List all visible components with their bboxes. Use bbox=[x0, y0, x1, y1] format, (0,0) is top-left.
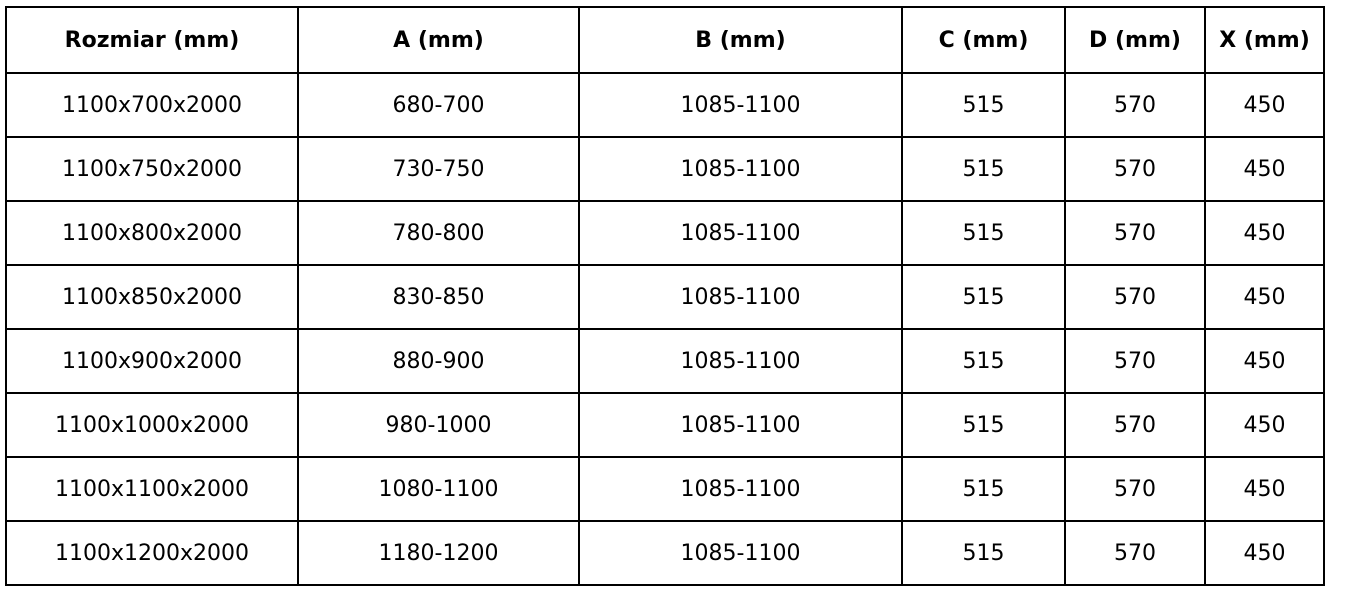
specification-table-container bbox=[0, 6, 1351, 597]
cell-a: 730-750 bbox=[298, 137, 579, 201]
cell-d: 570 bbox=[1065, 73, 1205, 137]
cell-c: 515 bbox=[902, 73, 1065, 137]
cell-size: 1100x700x2000 bbox=[6, 73, 298, 137]
table-row bbox=[6, 521, 1324, 585]
cell-d: 570 bbox=[1065, 201, 1205, 265]
cell-size: 1100x1100x2000 bbox=[6, 457, 298, 521]
cell-a: 880-900 bbox=[298, 329, 579, 393]
cell-b: 1085-1100 bbox=[579, 457, 902, 521]
cell-d: 570 bbox=[1065, 329, 1205, 393]
cell-d: 570 bbox=[1065, 137, 1205, 201]
cell-c: 515 bbox=[902, 329, 1065, 393]
table-header-row bbox=[6, 7, 1324, 73]
column-header-x: X (mm) bbox=[1205, 7, 1324, 73]
cell-size: 1100x900x2000 bbox=[6, 329, 298, 393]
cell-d: 570 bbox=[1065, 521, 1205, 585]
table-row bbox=[6, 265, 1324, 329]
cell-x: 450 bbox=[1205, 393, 1324, 457]
cell-b: 1085-1100 bbox=[579, 73, 902, 137]
cell-c: 515 bbox=[902, 521, 1065, 585]
cell-c: 515 bbox=[902, 393, 1065, 457]
cell-c: 515 bbox=[902, 265, 1065, 329]
cell-d: 570 bbox=[1065, 265, 1205, 329]
cell-d: 570 bbox=[1065, 393, 1205, 457]
column-header-b: B (mm) bbox=[579, 7, 902, 73]
column-header-a: A (mm) bbox=[298, 7, 579, 73]
table-row bbox=[6, 73, 1324, 137]
cell-b: 1085-1100 bbox=[579, 137, 902, 201]
cell-a: 680-700 bbox=[298, 73, 579, 137]
cell-a: 780-800 bbox=[298, 201, 579, 265]
table-row bbox=[6, 393, 1324, 457]
table-row bbox=[6, 201, 1324, 265]
table-row bbox=[6, 457, 1324, 521]
specification-table bbox=[5, 6, 1325, 586]
table-body bbox=[6, 73, 1324, 585]
cell-a: 830-850 bbox=[298, 265, 579, 329]
cell-x: 450 bbox=[1205, 73, 1324, 137]
cell-x: 450 bbox=[1205, 265, 1324, 329]
table-header bbox=[6, 7, 1324, 73]
cell-size: 1100x1000x2000 bbox=[6, 393, 298, 457]
cell-x: 450 bbox=[1205, 329, 1324, 393]
cell-b: 1085-1100 bbox=[579, 265, 902, 329]
cell-c: 515 bbox=[902, 457, 1065, 521]
cell-x: 450 bbox=[1205, 457, 1324, 521]
table-row bbox=[6, 137, 1324, 201]
cell-b: 1085-1100 bbox=[579, 521, 902, 585]
cell-a: 1180-1200 bbox=[298, 521, 579, 585]
cell-b: 1085-1100 bbox=[579, 201, 902, 265]
table-row bbox=[6, 329, 1324, 393]
cell-x: 450 bbox=[1205, 201, 1324, 265]
column-header-rozmiar: Rozmiar (mm) bbox=[6, 7, 298, 73]
cell-c: 515 bbox=[902, 137, 1065, 201]
cell-a: 1080-1100 bbox=[298, 457, 579, 521]
cell-size: 1100x750x2000 bbox=[6, 137, 298, 201]
cell-size: 1100x1200x2000 bbox=[6, 521, 298, 585]
cell-size: 1100x800x2000 bbox=[6, 201, 298, 265]
cell-x: 450 bbox=[1205, 137, 1324, 201]
cell-a: 980-1000 bbox=[298, 393, 579, 457]
cell-b: 1085-1100 bbox=[579, 393, 902, 457]
column-header-d: D (mm) bbox=[1065, 7, 1205, 73]
cell-x: 450 bbox=[1205, 521, 1324, 585]
cell-size: 1100x850x2000 bbox=[6, 265, 298, 329]
cell-d: 570 bbox=[1065, 457, 1205, 521]
column-header-c: C (mm) bbox=[902, 7, 1065, 73]
cell-c: 515 bbox=[902, 201, 1065, 265]
cell-b: 1085-1100 bbox=[579, 329, 902, 393]
